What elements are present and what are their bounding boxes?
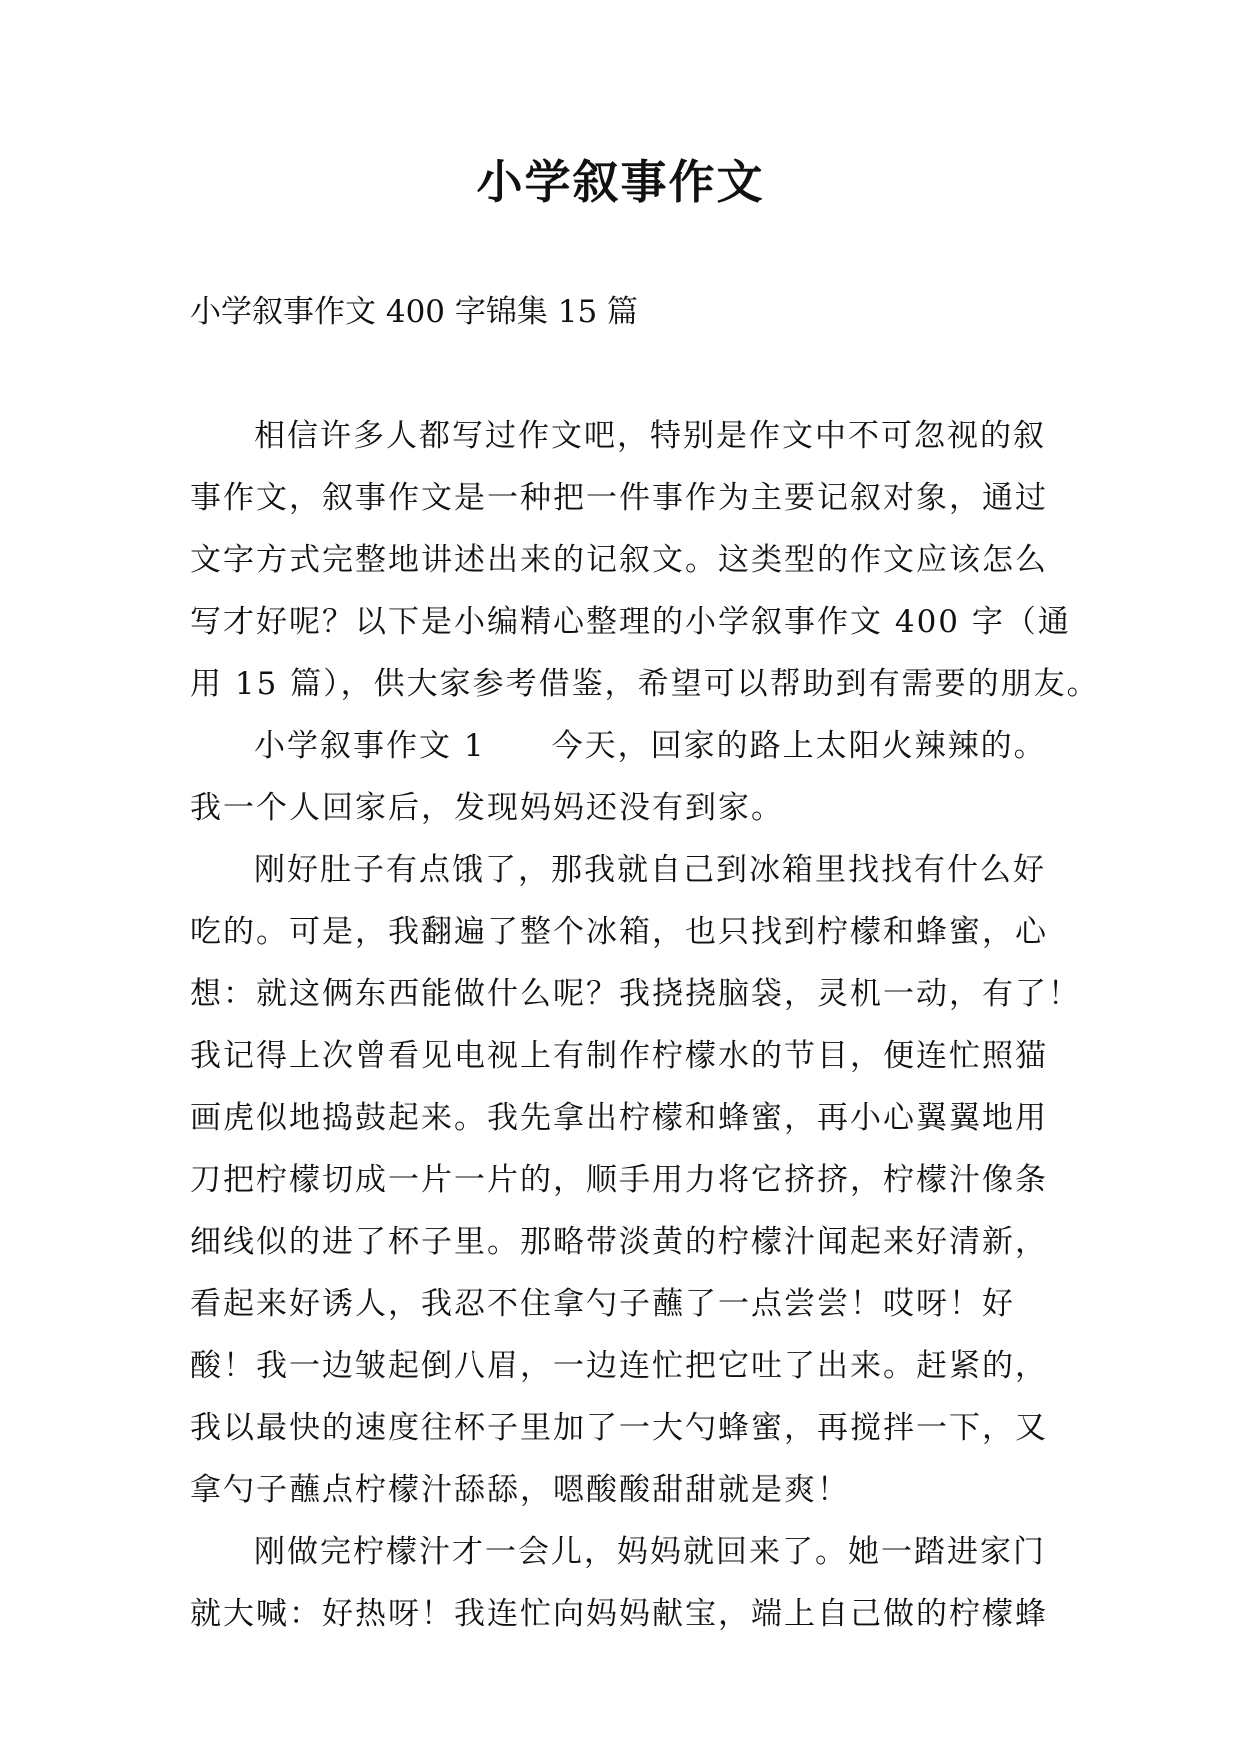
text-line: 看起来好诱人，我忍不住拿勺子蘸了一点尝尝！哎呀！好 xyxy=(190,1286,1015,1322)
text-line: 画虎似地捣鼓起来。我先拿出柠檬和蜂蜜，再小心翼翼地用 xyxy=(190,1100,1048,1136)
essay-heading: 小学叙事作文 1 xyxy=(254,728,486,764)
text-line: 想：就这俩东西能做什么呢？我挠挠脑袋，灵机一动，有了！ xyxy=(190,976,1081,1012)
text-line: 吃的。可是，我翻遍了整个冰箱，也只找到柠檬和蜂蜜，心 xyxy=(190,914,1048,950)
text-line: 用 15 篇），供大家参考借鉴，希望可以帮助到有需要的朋友。 xyxy=(190,666,1100,702)
text-line: 细线似的进了杯子里。那略带淡黄的柠檬汁闻起来好清新， xyxy=(190,1224,1048,1260)
text-line: 酸！我一边皱起倒八眉，一边连忙把它吐了出来。赶紧的， xyxy=(190,1348,1048,1384)
document-subtitle: 小学叙事作文 400 字锦集 15 篇 xyxy=(190,294,639,330)
text-line: 我记得上次曾看见电视上有制作柠檬水的节目，便连忙照猫 xyxy=(190,1038,1048,1074)
text-line: 刚做完柠檬汁才一会儿，妈妈就回来了。她一踏进家门 xyxy=(254,1534,1046,1570)
text-line: 事作文，叙事作文是一种把一件事作为主要记叙对象，通过 xyxy=(190,480,1048,516)
text-line: 相信许多人都写过作文吧，特别是作文中不可忽视的叙 xyxy=(254,418,1046,454)
text-line: 拿勺子蘸点柠檬汁舔舔，嗯酸酸甜甜就是爽！ xyxy=(190,1472,850,1508)
text-line: 刚好肚子有点饿了，那我就自己到冰箱里找找有什么好 xyxy=(254,852,1046,888)
text-line: 就大喊：好热呀！我连忙向妈妈献宝，端上自己做的柠檬蜂 xyxy=(190,1596,1048,1632)
document-title: 小学叙事作文 xyxy=(476,155,765,209)
paragraph-mom-returns xyxy=(190,1521,1070,1645)
paragraph-lemonade xyxy=(190,839,1081,1521)
text-line xyxy=(190,715,1070,777)
document-body xyxy=(190,405,1100,1645)
text-line: 文字方式完整地讲述出来的记叙文。这类型的作文应该怎么 xyxy=(190,542,1048,578)
text-line: 刀把柠檬切成一片一片的，顺手用力将它挤挤，柠檬汁像条 xyxy=(190,1162,1048,1198)
paragraph-essay-1-start xyxy=(190,715,1070,839)
essay-first-sentence: 今天，回家的路上太阳火辣辣的。 xyxy=(551,728,1047,764)
paragraph-intro xyxy=(190,405,1100,715)
text-line: 我一个人回家后，发现妈妈还没有到家。 xyxy=(190,790,784,826)
text-line: 我以最快的速度往杯子里加了一大勺蜂蜜，再搅拌一下，又 xyxy=(190,1410,1048,1446)
text-line: 写才好呢？以下是小编精心整理的小学叙事作文 400 字（通 xyxy=(190,604,1071,640)
